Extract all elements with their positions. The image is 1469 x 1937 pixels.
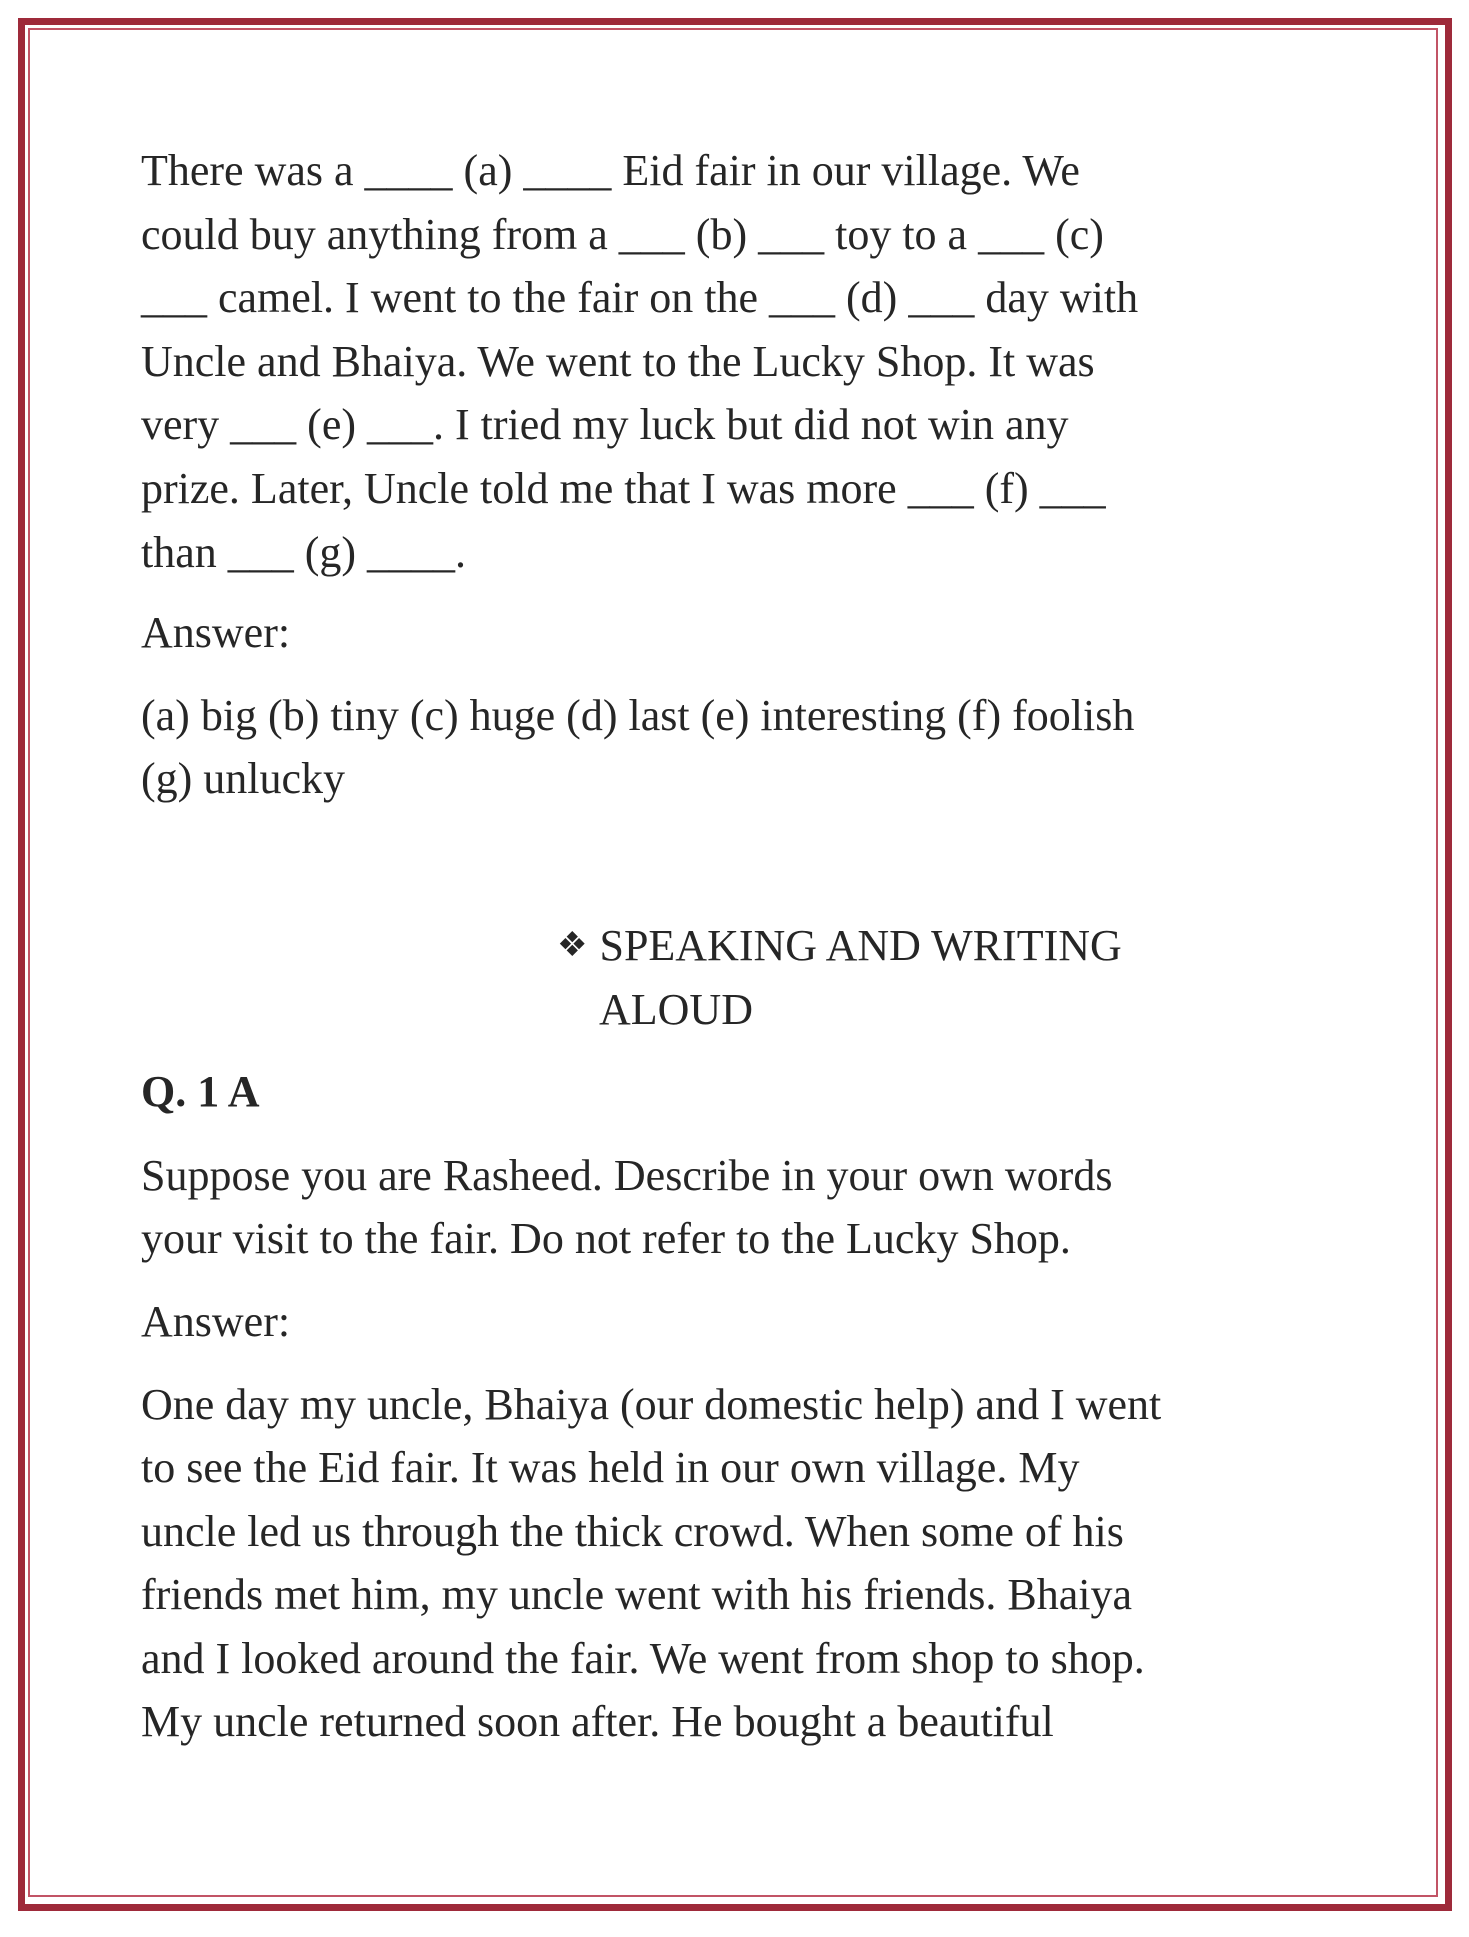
question-answer xyxy=(141,1373,1431,1755)
question-answer-label: Answer: xyxy=(141,1296,291,1346)
answer-line: uncle led us through the thick crowd. When some of his xyxy=(141,1506,1124,1556)
passage-line: very ___ (e) ___. I tried my luck but did not win any xyxy=(141,400,1069,450)
answer-line: and I looked around the fair. We went from shop to shop. xyxy=(141,1633,1145,1683)
section-title-line1: SPEAKING AND WRITING xyxy=(599,920,1122,970)
answer-line: One day my uncle, Bhaiya (our domestic help) and I went xyxy=(141,1379,1162,1429)
page-content xyxy=(141,139,1431,1754)
question-text xyxy=(141,1144,1431,1271)
fill-blanks-answer xyxy=(141,684,1431,811)
passage-line: prize. Later, Uncle told me that I was more ___ (f) ___ xyxy=(141,463,1106,513)
answer-line: (g) unlucky xyxy=(141,754,346,804)
answer-line: friends met him, my uncle went with his friends. Bhaiya xyxy=(141,1570,1133,1620)
answer-line: My uncle returned soon after. He bought a beautiful xyxy=(141,1697,1054,1747)
question-line: your visit to the fair. Do not refer to the Lucky Shop. xyxy=(141,1214,1071,1264)
passage-line: Uncle and Bhaiya. We went to the Lucky Shop. It was xyxy=(141,336,1095,386)
answer-line: to see the Eid fair. It was held in our own village. My xyxy=(141,1443,1080,1493)
passage-line: There was a ____ (a) ____ Eid fair in our village. We xyxy=(141,146,1080,195)
passage-line: than ___ (g) ____. xyxy=(141,527,467,577)
answer-label: Answer: xyxy=(141,608,291,658)
answer-line: (a) big (b) tiny (c) huge (d) last (e) interesting (f) foolish xyxy=(141,690,1135,740)
question-label: Q. 1 A xyxy=(141,1067,260,1117)
passage-line: could buy anything from a ___ (b) ___ toy to a ___ (c) xyxy=(141,209,1104,259)
section-heading xyxy=(141,914,1431,1041)
question-line: Suppose you are Rasheed. Describe in your own words xyxy=(141,1150,1113,1200)
fill-blanks-passage xyxy=(141,139,1431,584)
passage-line: ___ camel. I went to the fair on the ___ (d) ___ day with xyxy=(141,273,1139,323)
section-title-line2: ALOUD xyxy=(599,984,753,1034)
diamond-bullet-icon: ❖ xyxy=(557,926,588,964)
